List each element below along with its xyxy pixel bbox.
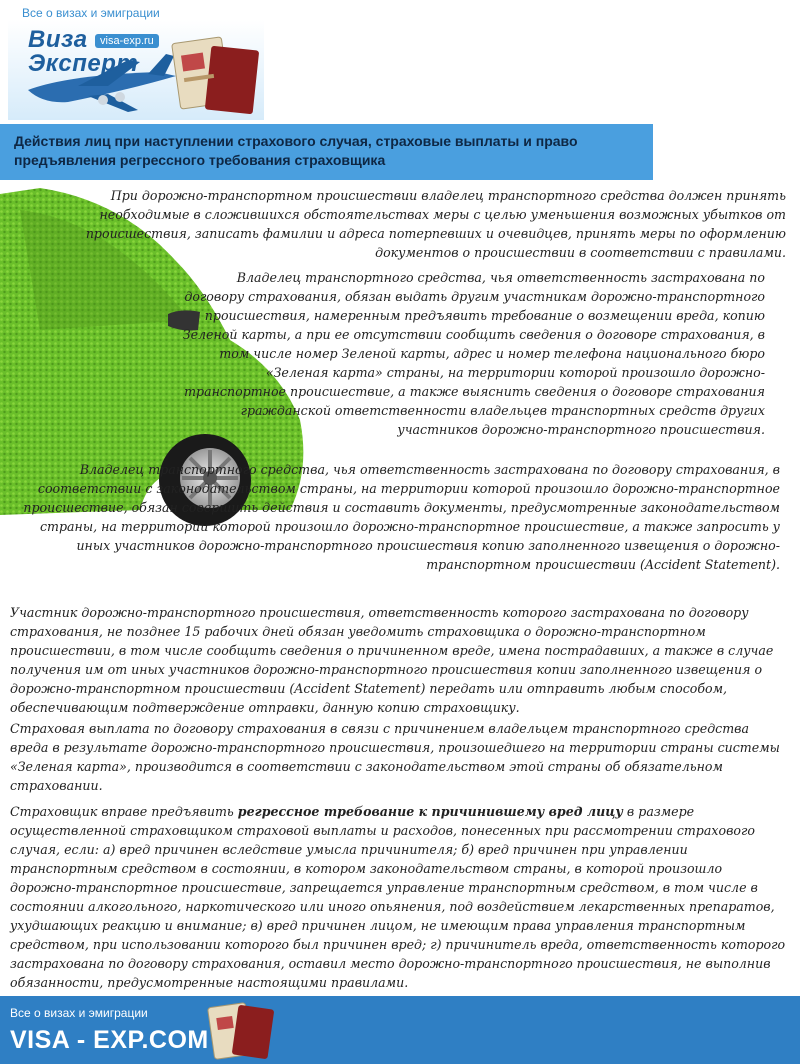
passport-icon bbox=[205, 999, 295, 1061]
footer-tagline: Все о визах и эмиграции bbox=[10, 1006, 148, 1020]
article-title-bar bbox=[0, 124, 653, 180]
regress-claim-link[interactable]: регрессное требование к причинившему вред лицу bbox=[237, 804, 623, 819]
site-footer bbox=[0, 996, 800, 1064]
paragraph-accident-measures: При дорожно-транспортном происшествии владелец транспортного средства должен принять необходимые в сложившихся обстоятельствах меры с целью уменьшения возможных убытков от происшествия, записать фамилии и адреса потерпевших и очевидцев, принять меры по оформлению документов о происшествии в соответствии с правилами. bbox=[85, 188, 786, 260]
paragraph-insurance-payment: Страховая выплата по договору страхования в связи с причинением владельцем транспортного средства вреда в результате дорожно-транспортного происшествия, произошедшего на территории страны системы «Зеленая карта», производится в соответствии с законодательством этой страны об обязательном страховании. bbox=[10, 721, 780, 793]
site-logo[interactable] bbox=[8, 20, 264, 120]
regress-text-start: Страховщик вправе предъявить bbox=[10, 804, 238, 819]
logo-word-visa: Виза bbox=[28, 26, 88, 53]
paragraph-owner-actions: Владелец транспортного средства, чья ответственность застрахована по договору страхования, в соответствии с законодательством страны, на территории которой произошло дорожно-транспортное происшествие, обязан совершить действия и составить документы, предусмотренные законодательством страны, на территории которой произошло дорожно-транспортное происшествие, а также запросить у иных участников дорожно-транспортного происшествия копию заполненного извещения о дорожно-транспортном происшествии (Accident Statement). bbox=[23, 462, 780, 572]
site-header bbox=[0, 0, 800, 124]
paragraph-green-card-duties: Владелец транспортного средства, чья ответственность застрахована по договору страхования, обязан выдать другим участникам дорожно-транспортного происшествия, намеренным предъявить требование о возмещении вреда, копию Зеленой карты, а при ее отсутствии сообщить сведения о договоре страхования, в том числе номер Зеленой карты, адрес и номер телефона национального бюро «Зеленая карта» страны, на территории которой произошло дорожно-транспортное происшествие, а также выяснить сведения о договоре страхования гражданской ответственности владельцев транспортных средств других участников дорожно-транспортного происшествия. bbox=[182, 270, 765, 437]
paragraph-regress-claim bbox=[10, 802, 790, 992]
logo-word-expert: Эксперт bbox=[28, 50, 139, 77]
logo-url-badge: visa-exp.ru bbox=[95, 34, 159, 48]
footer-logo[interactable]: VISA - EXP.COM bbox=[10, 1026, 209, 1054]
article-title: Действия лиц при наступлении страхового случая, страховые выплаты и право предъявления регрессного требования страховщика bbox=[14, 133, 578, 168]
site-tagline: Все о визах и эмиграции bbox=[22, 6, 160, 20]
regress-text-end: в размере осуществленной страховщиком страховой выплаты и расходов, понесенных при рассмотрении страхового случая, если: а) вред причинен вследствие умысла причинителя; б) вред причинен при управлении транспортным средством в состоянии, в котором законодательством страны, в которой произошло дорожно-транспортное происшествие, запрещается управление транспортным средством, в том числе в состоянии алкогольного, наркотического или иного опьянения, под воздействием лекарственных препаратов, ухудшающих реакцию и внимание; в) вред причинен лицом, не имеющим права управления транспортным средством, при использовании которого был причинен вред; г) причинитель вреда, ответственность которого застрахована по договору страхования, оставил место дорожно-транспортного происшествия, не выполнив обязанности, предусмотренные настоящими правилами. bbox=[10, 804, 786, 990]
paragraph-notify-insurer: Участник дорожно-транспортного происшествия, ответственность которого застрахована по договору страхования, не позднее 15 рабочих дней обязан уведомить страховщика о дорожно-транспортном происшествии, в том числе сообщить сведения о причиненном вреде, имена пострадавших, а также в случае получения им от иных участников дорожно-транспортного происшествия копии заполненного извещения о дорожно-транспортном происшествии (Accident Statement) передать или отправить любым способом, обеспечивающим подтверждение отправки, данную копию страховщику. bbox=[10, 605, 774, 715]
